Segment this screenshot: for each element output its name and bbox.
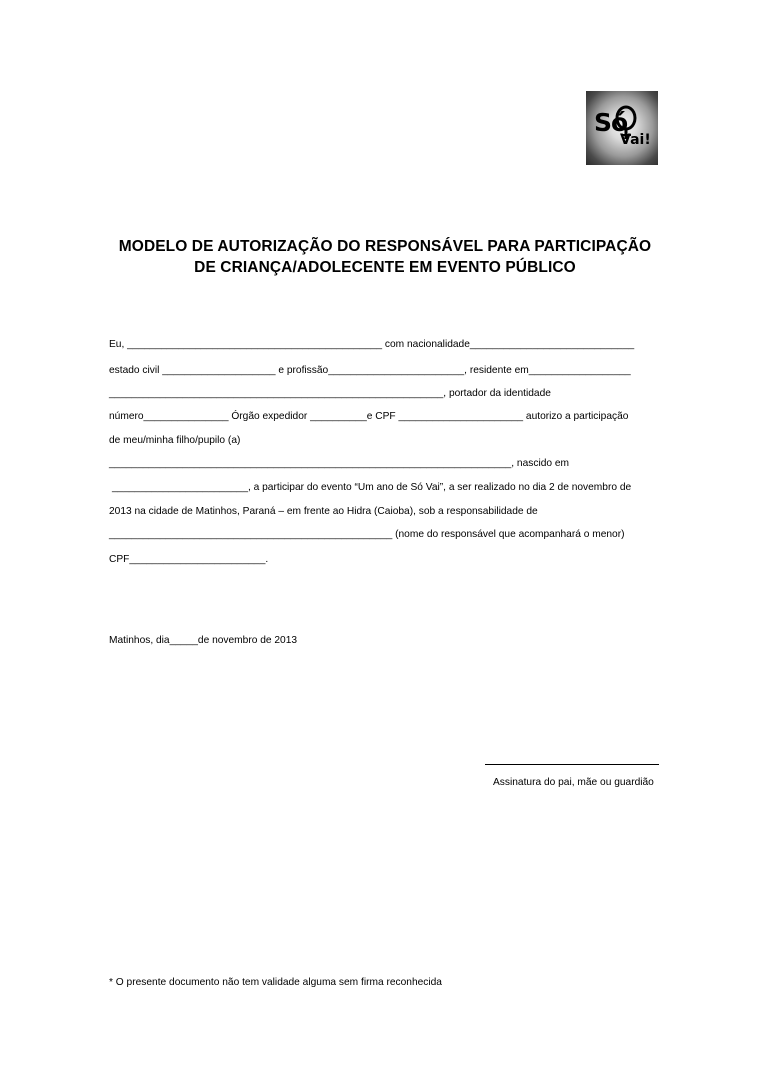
- logo-brand-text: Só: [594, 108, 628, 137]
- logo-sub-text: Vai!: [620, 132, 651, 148]
- so-vai-logo: [586, 91, 658, 165]
- form-line-civil-status: estado civil ____________________ e profissão________________________, residente em__________________: [109, 365, 631, 376]
- document-title-line-1: MODELO DE AUTORIZAÇÃO DO RESPONSÁVEL PARA PARTICIPAÇÃO: [118, 238, 652, 255]
- form-line-address: ___________________________________________________________, portador da identidade: [109, 388, 551, 399]
- document-title-line-2: DE CRIANÇA/ADOLECENTE EM EVENTO PÚBLICO: [194, 259, 576, 276]
- form-line-location: 2013 na cidade de Matinhos, Paraná – em frente ao Hidra (Caioba), sob a responsabilidade de: [109, 506, 538, 517]
- form-line-companion: __________________________________________________ (nome do responsável que acompanhará o menor): [109, 529, 625, 540]
- signature-line: [485, 764, 659, 765]
- form-line-name: Eu, _____________________________________________ com nacionalidade_____________________________: [109, 339, 635, 350]
- footnote: * O presente documento não tem validade alguma sem firma reconhecida: [109, 977, 442, 988]
- signature-label: Assinatura do pai, mãe ou guardião: [493, 777, 654, 788]
- date-line: Matinhos, dia_____de novembro de 2013: [109, 635, 298, 646]
- form-line-cpf: CPF________________________.: [109, 554, 269, 565]
- form-line-event: ________________________, a participar do evento “Um ano de Só Vai”, a ser realizado no dia 2 de novembro de: [112, 482, 632, 493]
- form-line-child-intro: de meu/minha filho/pupilo (a): [109, 435, 241, 446]
- form-line-identity: número_______________ Órgão expedidor __________e CPF ______________________ autorizo a participação: [109, 411, 629, 422]
- form-line-child-name: _______________________________________________________________________, nascido em: [109, 458, 570, 469]
